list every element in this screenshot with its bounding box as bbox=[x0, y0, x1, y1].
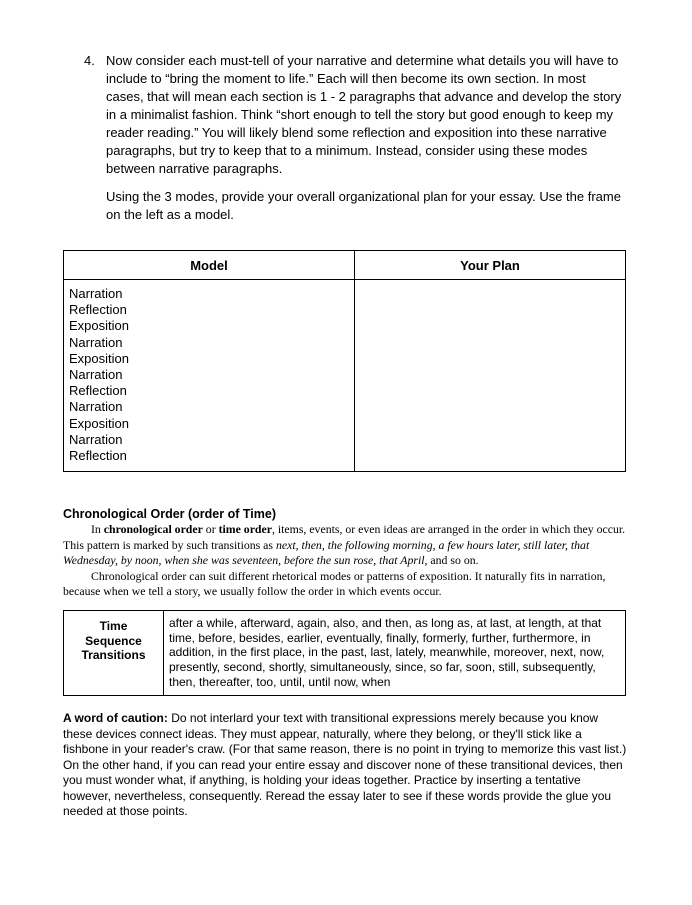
model-item: Exposition bbox=[69, 318, 129, 334]
transitions-list-cell: after a while, afterward, again, also, and then, as long as, at last, at length, at that time, before, besides, earlier, eventually, finally, formerly, further, furthermore, in addition, in the first place, in the past, last, lately, meanwhile, moreover, next, now, presently, second, shortly, simultaneously, since, so far, soon, still, subsequently, then, thereafter, too, until, until now, when bbox=[164, 611, 626, 696]
transition-examples: next, then, the following morning, a few hours later, still later, that Wednesday, by noon, when she was seventeen, before the sun rose, that April bbox=[63, 537, 590, 567]
model-item: Reflection bbox=[69, 448, 127, 464]
transitions-row bbox=[64, 611, 626, 696]
text-run: , and so on. bbox=[424, 553, 479, 567]
model-item: Reflection bbox=[69, 383, 127, 399]
chronological-paragraph-2: Chronological order can suit different rhetorical modes or patterns of exposition. It naturally fits in narration, because when we tell a story, we usually follow the order in which events occur. bbox=[63, 568, 606, 598]
your-plan-header: Your Plan bbox=[355, 251, 626, 280]
model-item: Narration bbox=[69, 399, 123, 415]
header-line: Transitions bbox=[81, 648, 146, 663]
model-item: Narration bbox=[69, 334, 123, 350]
chronological-order-text bbox=[63, 522, 628, 600]
transitions-header-cell bbox=[64, 611, 164, 696]
model-header: Model bbox=[64, 251, 355, 280]
your-plan-cell[interactable] bbox=[355, 280, 626, 472]
plan-table bbox=[63, 250, 626, 472]
plan-instruction: Using the 3 modes, provide your overall organizational plan for your essay. Use the frame on the left as a model. bbox=[106, 189, 621, 222]
caution-text: Do not interlard your text with transitional expressions merely because you know these devices connect ideas. They must appear, naturally, where they belong, or they'll stick like a fishbone in your reader's craw. (For that same reason, there is no point in trying to memorize this vast list.) On the other hand, if you can read your entire essay and discover none of these transitional devices, then you must wonder what, if anything, is holding your ideas together. Practice by inserting a tentative however, nevertheless, consequently. Reread the essay later to see if these words provide the glue you needed at those points. bbox=[63, 711, 627, 818]
header-line: Time bbox=[99, 619, 128, 633]
term-chronological-order: chronological order bbox=[103, 522, 203, 536]
plan-table-header-row bbox=[64, 251, 626, 280]
list-number: 4. bbox=[84, 53, 95, 68]
plan-table-body-row bbox=[64, 280, 626, 472]
time-sequence-transitions-table bbox=[63, 610, 626, 696]
text-run: , items, events, or even ideas are arranged in the order in which they occur. This pattern is marked by such transitions as bbox=[63, 522, 626, 552]
item4-paragraph: Now consider each must-tell of your narrative and determine what details you will have to include to “bring the moment to life.” Each will then become its own section. In most cases, that will mean each section is 1 - 2 paragraphs that advance and develop the story in a minimalist fashion. Think “short enough to tell the story but good enough to keep my reader reading.” You will likely blend some reflection and exposition into these narrative paragraphs, but try to keep that to a minimum. Instead, consider using these modes between narrative paragraphs. bbox=[106, 53, 622, 176]
chronological-order-heading: Chronological Order (order of Time) bbox=[63, 507, 276, 521]
term-time-order: time order bbox=[218, 522, 272, 536]
text-run: or bbox=[202, 522, 219, 536]
model-item: Exposition bbox=[69, 350, 129, 366]
caution-label: A word of caution: bbox=[63, 711, 168, 725]
list-item-4 bbox=[84, 52, 624, 224]
header-line: Sequence bbox=[85, 633, 142, 648]
model-item: Exposition bbox=[69, 415, 129, 431]
model-item: Narration bbox=[69, 431, 123, 447]
model-item: Reflection bbox=[69, 302, 127, 318]
model-item: Narration bbox=[69, 367, 123, 383]
text-run: In bbox=[91, 522, 104, 536]
model-cell bbox=[64, 280, 355, 472]
model-item: Narration bbox=[69, 286, 123, 301]
caution-paragraph bbox=[63, 711, 628, 820]
chronological-paragraph-1 bbox=[63, 522, 628, 569]
